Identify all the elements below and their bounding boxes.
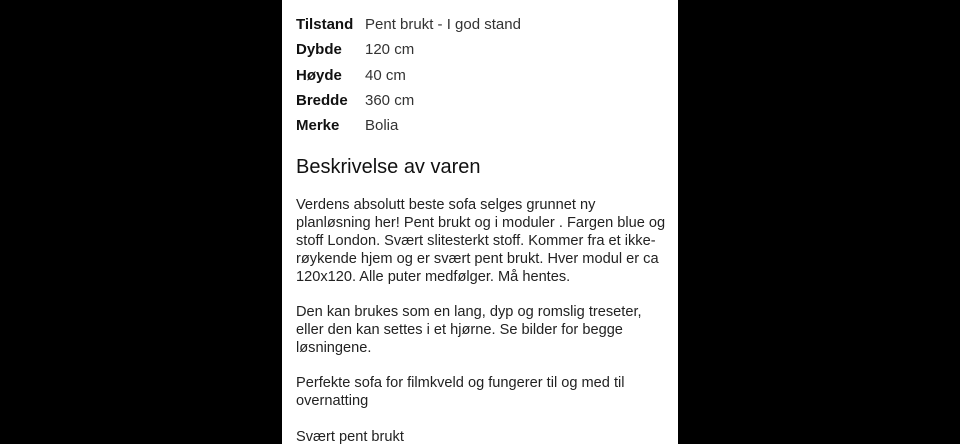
spec-label: Tilstand	[296, 16, 354, 34]
description-paragraph: Den kan brukes som en lang, dyp og romslig treseter, eller den kan settes i et hjørne. Se bilder for begge løsningene.	[296, 304, 642, 356]
spec-label: Dybde	[296, 41, 342, 59]
description-title: Beskrivelse av varen	[296, 156, 481, 178]
spec-label: Høyde	[296, 66, 342, 84]
spec-value: 120 cm	[365, 41, 415, 59]
spec-row-hoyde	[296, 63, 666, 88]
spec-label: Bredde	[296, 92, 348, 110]
spec-value: Pent brukt - I god stand	[365, 16, 521, 34]
spec-value: Bolia	[365, 117, 399, 135]
spec-value: 360 cm	[365, 92, 415, 110]
spec-value: 40 cm	[365, 66, 406, 84]
description-paragraph: Svært pent brukt	[296, 428, 404, 444]
spec-row-tilstand	[296, 12, 666, 37]
description-body	[296, 197, 668, 444]
spec-label: Merke	[296, 117, 340, 135]
description-paragraph: Verdens absolutt beste sofa selges grunnet ny planløsning her! Pent brukt og i moduler . Fargen blue og stoff London. Svært slitesterkt stoff. Kommer fra et ikke-røykende hjem og er svært pent brukt. Hver modul er ca 120x120. Alle puter medfølger. Må hentes.	[296, 197, 666, 285]
spec-row-merke	[296, 113, 666, 138]
listing-panel	[282, 0, 678, 444]
spec-row-bredde	[296, 88, 666, 113]
description-paragraph: Perfekte sofa for filmkveld og fungerer til og med til overnatting	[296, 375, 625, 410]
specs-table	[296, 12, 666, 138]
spec-row-dybde	[296, 37, 666, 62]
